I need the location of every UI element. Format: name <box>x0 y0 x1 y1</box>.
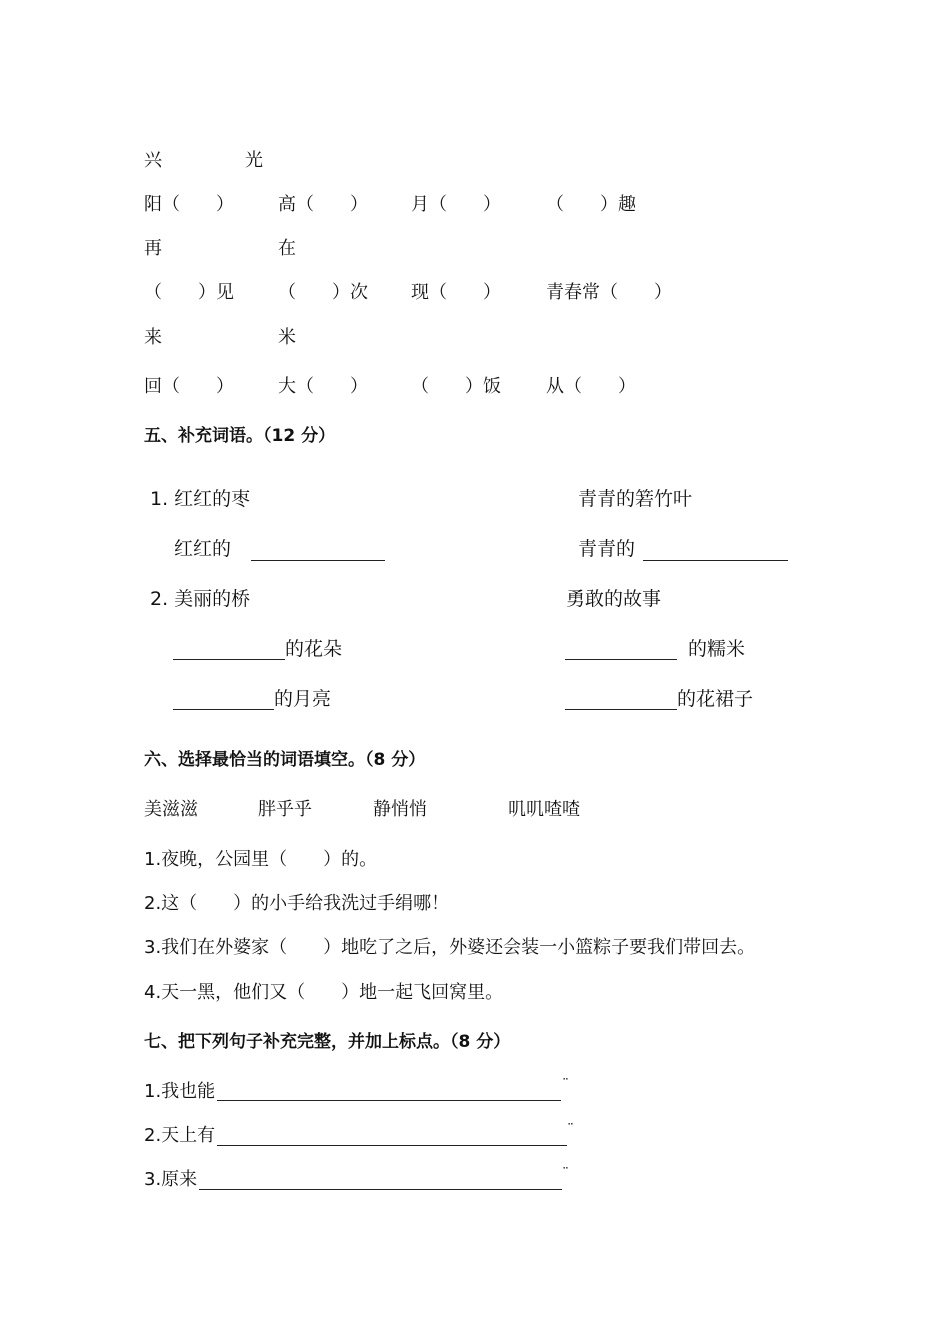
fill-blank-skirt[interactable] <box>565 709 677 710</box>
sentence-blank-1[interactable] <box>217 1100 561 1101</box>
word-option-jijizhazha: 叽叽喳喳 <box>508 799 580 820</box>
q1-right-prefix: 青青的 <box>578 538 636 560</box>
fill-rice-label: 的糯米 <box>688 638 746 660</box>
section-7-q3: 3.原来 <box>144 1169 198 1190</box>
char-lai: 来 <box>144 327 162 348</box>
word-blank-hui: 回（ ） <box>144 376 234 397</box>
sentence-blank-3[interactable] <box>199 1189 562 1190</box>
section-5-heading: 五、补充词语。（12 分） <box>144 426 336 446</box>
word-blank-yang: 阳（ ） <box>144 194 234 215</box>
section-6-q2: 2.这（ ）的小手给我洗过手绢哪！ <box>144 893 450 914</box>
fill-blank-rice[interactable] <box>565 659 677 660</box>
word-blank-xian: 现（ ） <box>411 282 501 303</box>
char-zai-at: 在 <box>278 238 296 259</box>
q1-right-example: 青青的箬竹叶 <box>578 488 693 510</box>
end-mark-3: ¨ <box>562 1166 569 1182</box>
end-mark-2: ¨ <box>567 1122 574 1138</box>
section-7-q2: 2.天上有 <box>144 1125 216 1146</box>
char-guang: 光 <box>245 150 263 171</box>
q1-left-example: 1. 红红的枣 <box>150 488 251 510</box>
fill-blank-moon[interactable] <box>173 709 274 710</box>
fill-moon-label: 的月亮 <box>274 688 332 710</box>
section-6-q3: 3.我们在外婆家（ ）地吃了之后，外婆还会装一小篮粽子要我们带回去。 <box>144 937 756 958</box>
word-blank-qingchunchang: 青春常（ ） <box>546 282 672 303</box>
word-blank-da: 大（ ） <box>278 376 368 397</box>
char-zai-again: 再 <box>144 238 162 259</box>
word-blank-ci: （ ）次 <box>278 282 368 303</box>
word-blank-cong: 从（ ） <box>546 376 636 397</box>
section-6-heading: 六、选择最恰当的词语填空。（8 分） <box>144 750 426 770</box>
section-7-q1: 1.我也能 <box>144 1081 216 1102</box>
word-blank-fan: （ ）饭 <box>411 376 501 397</box>
word-option-meizizi: 美滋滋 <box>144 799 198 820</box>
word-blank-gao: 高（ ） <box>278 194 368 215</box>
q1-left-prefix: 红红的 <box>174 538 232 560</box>
word-blank-jian: （ ）见 <box>144 282 234 303</box>
word-blank-yue: 月（ ） <box>411 194 501 215</box>
fill-skirt-label: 的花裙子 <box>677 688 754 710</box>
fill-blank-hong[interactable] <box>251 560 385 561</box>
q2-left-example: 2. 美丽的桥 <box>150 588 251 610</box>
section-7-heading: 七、把下列句子补充完整，并加上标点。（8 分） <box>144 1032 511 1052</box>
word-blank-qu: （ ）趣 <box>546 194 636 215</box>
word-option-panghuhu: 胖乎乎 <box>258 799 312 820</box>
q2-right-example: 勇敢的故事 <box>566 588 662 610</box>
fill-blank-flower[interactable] <box>173 659 285 660</box>
sentence-blank-2[interactable] <box>217 1145 567 1146</box>
word-option-jingqiaoqiao: 静悄悄 <box>373 799 427 820</box>
section-6-q4: 4.天一黑，他们又（ ）地一起飞回窝里。 <box>144 982 504 1003</box>
fill-flower-label: 的花朵 <box>285 638 343 660</box>
end-mark-1: ¨ <box>562 1077 569 1093</box>
section-6-q1: 1.夜晚，公园里（ ）的。 <box>144 849 378 870</box>
char-xing: 兴 <box>144 150 162 171</box>
fill-blank-qing[interactable] <box>643 560 788 561</box>
char-mi: 米 <box>278 327 296 348</box>
